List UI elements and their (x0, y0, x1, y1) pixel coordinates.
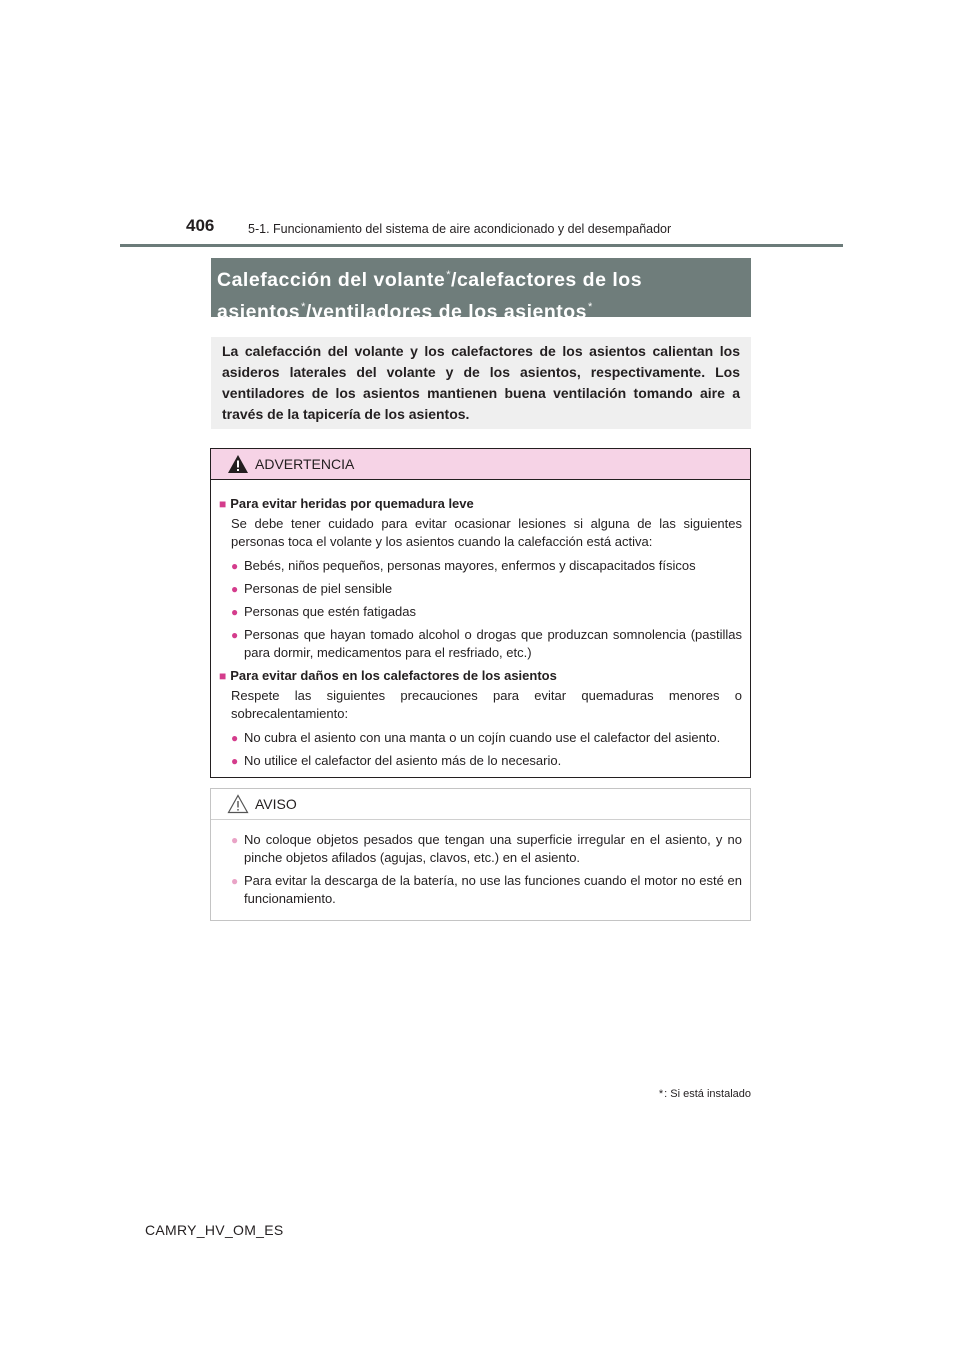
bullet-dot-icon: ● (231, 628, 239, 642)
warning-box (210, 448, 751, 778)
title-part-2: /calefactores de los (451, 269, 643, 291)
list-item-text: Personas que hayan tomado alcohol o drogas que produzcan somnolencia (pastillas para dormir, medicamentos para el resfriado, etc.) (244, 627, 742, 660)
list-item-text: Personas de piel sensible (244, 581, 393, 596)
asterisk-mark: * (446, 269, 452, 281)
bullet-dot-icon: ● (231, 754, 239, 768)
warning-triangle-icon (227, 454, 249, 474)
footnote (659, 1088, 751, 1100)
intro-paragraph: La calefacción del volante y los calefactores de los asientos calientan los asideros laterales del volante y de los asientos, respectivamente. Los ventiladores de los asientos mantienen buena ventilación tomando aire a través de la tapicería de los asientos. (211, 337, 751, 429)
warning-subheading (219, 667, 742, 685)
subheading-text: Para evitar daños en los calefactores de los asientos (230, 668, 557, 683)
list-item (231, 557, 742, 575)
bullet-dot-icon: ● (231, 833, 239, 847)
list-item (231, 831, 742, 867)
list-item (231, 752, 742, 770)
section-title (211, 258, 751, 323)
square-bullet-icon: ■ (219, 497, 227, 511)
asterisk-mark: * (301, 301, 306, 313)
warning-paragraph: Se debe tener cuidado para evitar ocasionar lesiones si alguna de las siguientes personas toca el volante y los asientos cuando la calefacción está activa: (231, 516, 742, 549)
warning-subheading (219, 495, 742, 513)
list-item (231, 580, 742, 598)
title-part-1: Calefacción del volante (217, 269, 446, 291)
footnote-text: : Si está instalado (664, 1088, 751, 1100)
asterisk-mark: * (588, 301, 593, 313)
list-item-text: No coloque objetos pesados que tengan una superficie irregular en el asiento, y no pinche objetos afilados (agujas, clavos, etc.) en el asiento. (244, 832, 742, 865)
list-item (231, 603, 742, 621)
warning-label: ADVERTENCIA (255, 456, 355, 472)
notice-header (211, 789, 750, 820)
list-item (231, 872, 742, 908)
list-item-text: No cubra el asiento con una manta o un cojín cuando use el calefactor del asiento. (244, 730, 721, 745)
page-number: 406 (186, 216, 215, 235)
bullet-dot-icon: ● (231, 559, 239, 573)
bullet-dot-icon: ● (231, 874, 239, 888)
bullet-dot-icon: ● (231, 605, 239, 619)
notice-box (210, 788, 751, 921)
square-bullet-icon: ■ (219, 669, 227, 683)
asterisk-mark: * (658, 1088, 664, 1100)
warning-header (211, 449, 750, 480)
list-item-text: Para evitar la descarga de la batería, no use las funciones cuando el motor no esté en funcionamiento. (244, 873, 742, 906)
bullet-dot-icon: ● (231, 731, 239, 745)
list-item-text: No utilice el calefactor del asiento más de lo necesario. (244, 753, 562, 768)
notice-label: AVISO (255, 796, 297, 812)
notice-body (211, 820, 750, 908)
list-item-text: Bebés, niños pequeños, personas mayores, enfermos y discapacitados físicos (244, 558, 696, 573)
title-part-3: asientos (217, 301, 301, 323)
header-rule (120, 244, 843, 247)
footer-code: CAMRY_HV_OM_ES (145, 1222, 284, 1238)
subheading-text: Para evitar heridas por quemadura leve (230, 496, 474, 511)
bullet-dot-icon: ● (231, 582, 239, 596)
list-item-text: Personas que estén fatigadas (244, 604, 417, 619)
chapter-title: 5-1. Funcionamiento del sistema de aire acondicionado y del desempañador (248, 222, 672, 236)
warning-paragraph: Respete las siguientes precauciones para evitar quemaduras menores o sobrecalentamiento: (231, 688, 742, 721)
warning-body (211, 480, 750, 770)
caution-triangle-icon (227, 794, 249, 814)
title-part-4: /ventiladores de los asientos (305, 301, 587, 323)
list-item (231, 626, 742, 662)
list-item (231, 729, 742, 747)
